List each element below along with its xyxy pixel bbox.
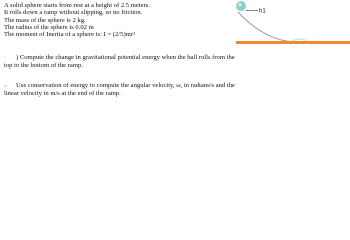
- question-2: [4, 82, 236, 98]
- question-text: ) Compute the change in gravitational potential energy when the ball rolls from the top to the bottom of the ramp.: [4, 54, 235, 70]
- question-marker: ‹.: [4, 83, 8, 89]
- sphere: [236, 1, 246, 11]
- question-text: Use conservation of energy to compute the angular velocity, ω, in radians/s and the linear velocity in m/s at the end of the ramp.: [4, 82, 235, 98]
- problem-line: The moment of Inertia of a sphere is: I = (2/5)mr²: [4, 31, 135, 39]
- floor-bar: [236, 41, 350, 44]
- height-label: h1: [259, 8, 266, 15]
- sphere-highlight: [238, 3, 241, 6]
- problem-line: The radius of the sphere is 0.02 m: [4, 23, 94, 31]
- question-1: [4, 54, 236, 70]
- problem-line: The mass of the sphere is 2 kg.: [4, 16, 86, 24]
- ramp-figure: [236, 0, 350, 50]
- question-marker: ·: [4, 55, 6, 61]
- ramp-diagram: [236, 0, 350, 50]
- problem-line: It rolls down a ramp without slipping, so no friction.: [4, 9, 143, 17]
- problem-statement: [4, 2, 236, 38]
- problem-line: A solid sphere starts from rest at a height of 2.5 meters.: [4, 2, 150, 9]
- ramp-curve: [238, 12, 298, 42]
- motion-trace: [292, 39, 306, 41]
